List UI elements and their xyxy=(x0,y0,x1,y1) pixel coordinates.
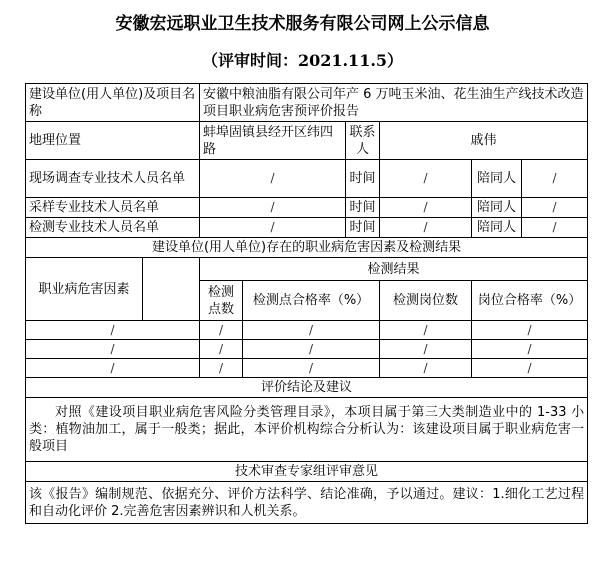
sampling-row xyxy=(26,198,588,218)
result-post-rate: / xyxy=(472,321,588,340)
review-text: 该《报告》编制规范、依据充分、评价方法科学、结论准确，予以通过。建议：1.细化工艺过程和自动化评价 2.完善危害因素辨识和人机关系。 xyxy=(26,482,588,524)
results-header-row xyxy=(26,258,588,281)
conclusion-title-row xyxy=(26,378,588,398)
conclusion-text-row xyxy=(26,398,588,462)
result-posts: / xyxy=(380,359,472,378)
result-factor: / xyxy=(26,340,200,359)
review-title-row xyxy=(26,462,588,482)
result-points: / xyxy=(200,340,243,359)
results-section-row xyxy=(26,238,588,258)
testing-label: 检测专业技术人员名单 xyxy=(26,218,200,238)
disclosure-table xyxy=(25,83,588,524)
testing-companion-label: 陪同人 xyxy=(472,218,522,238)
survey-companion: / xyxy=(522,160,588,198)
review-title: 技术审查专家组评审意见 xyxy=(26,462,588,482)
sampling-companion: / xyxy=(522,198,588,218)
results-spacer-cell xyxy=(143,258,200,321)
hazard-factor-header: 职业病危害因素 xyxy=(26,258,143,321)
table-row xyxy=(26,359,588,378)
sampling-time: / xyxy=(380,198,472,218)
survey-names: / xyxy=(200,160,346,198)
result-points: / xyxy=(200,359,243,378)
result-factor: / xyxy=(26,359,200,378)
result-post-rate: / xyxy=(472,359,588,378)
sampling-label: 采样专业技术人员名单 xyxy=(26,198,200,218)
result-point-rate: / xyxy=(243,340,380,359)
review-date: （评审时间：2021.11.5） xyxy=(201,51,404,70)
results-group-header: 检测结果 xyxy=(200,258,588,281)
survey-row xyxy=(26,160,588,198)
sampling-names: / xyxy=(200,198,346,218)
result-post-rate: / xyxy=(472,340,588,359)
col-point-rate: 检测点合格率（%） xyxy=(243,281,380,321)
testing-row xyxy=(26,218,588,238)
sampling-time-label: 时间 xyxy=(346,198,380,218)
survey-time: / xyxy=(380,160,472,198)
project-row xyxy=(26,84,588,122)
location-row xyxy=(26,122,588,160)
conclusion-title: 评价结论及建议 xyxy=(26,378,588,398)
result-point-rate: / xyxy=(243,359,380,378)
location-label: 地理位置 xyxy=(26,122,200,160)
col-points: 检测点数 xyxy=(200,281,243,321)
testing-time: / xyxy=(380,218,472,238)
project-label: 建设单位(用人单位)及项目名称 xyxy=(26,84,200,122)
table-row xyxy=(26,321,588,340)
page-title: 安徽宏远职业卫生技术服务有限公司网上公示信息 xyxy=(115,14,490,34)
results-section-title: 建设单位(用人单位)存在的职业病危害因素及检测结果 xyxy=(26,238,588,258)
conclusion-text: 对照《建设项目职业病危害风险分类管理目录》，本项目属于第三大类制造业中的 1-33 小类：植物油加工，属于一般类；据此，本评价机构综合分析认为：该建设项目属于职业病危害一般项目 xyxy=(26,398,588,462)
result-posts: / xyxy=(380,321,472,340)
result-posts: / xyxy=(380,340,472,359)
survey-time-label: 时间 xyxy=(346,160,380,198)
sampling-companion-label: 陪同人 xyxy=(472,198,522,218)
result-points: / xyxy=(200,321,243,340)
result-point-rate: / xyxy=(243,321,380,340)
review-text-row xyxy=(26,482,588,524)
col-post-rate: 岗位合格率（%） xyxy=(472,281,588,321)
survey-companion-label: 陪同人 xyxy=(472,160,522,198)
table-row xyxy=(26,340,588,359)
survey-label: 现场调查专业技术人员名单 xyxy=(26,160,200,198)
result-factor: / xyxy=(26,321,200,340)
contact-value: 戚伟 xyxy=(380,122,588,160)
testing-names: / xyxy=(200,218,346,238)
location-value: 蚌埠固镇县经开区纬四路 xyxy=(200,122,346,160)
project-name: 安徽中粮油脂有限公司年产 6 万吨玉米油、花生油生产线技术改造项目职业病危害预评价报告 xyxy=(200,84,588,122)
testing-companion: / xyxy=(522,218,588,238)
col-posts: 检测岗位数 xyxy=(380,281,472,321)
testing-time-label: 时间 xyxy=(346,218,380,238)
contact-label: 联系人 xyxy=(346,122,380,160)
